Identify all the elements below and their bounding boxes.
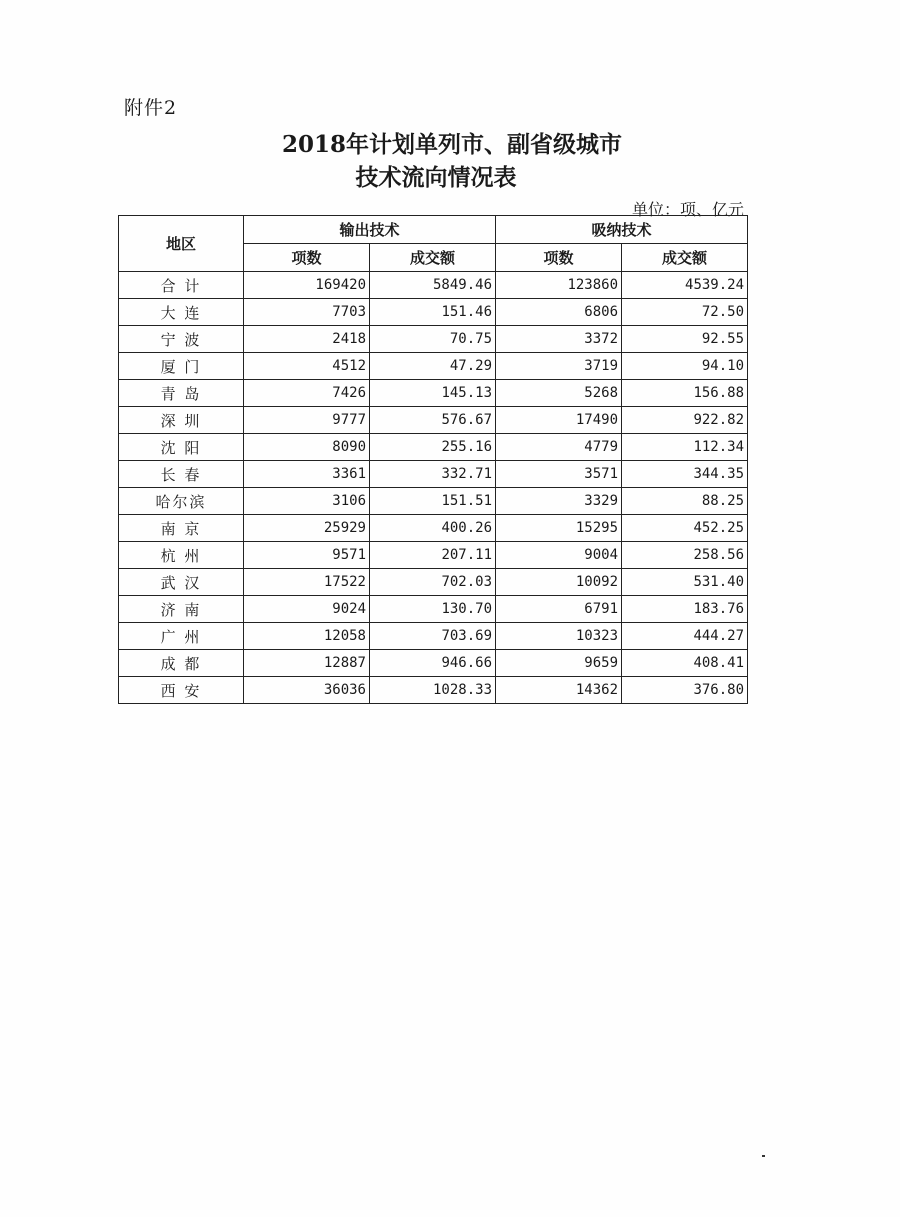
output-amount-cell: 255.16 — [370, 434, 496, 461]
absorbed-count-cell: 3372 — [496, 326, 622, 353]
absorbed-count-cell: 10092 — [496, 569, 622, 596]
scan-speck — [762, 1155, 765, 1157]
output-count-cell: 9571 — [244, 542, 370, 569]
output-count-cell: 25929 — [244, 515, 370, 542]
output-count-cell: 36036 — [244, 677, 370, 704]
attachment-label: 附件2 — [124, 97, 178, 119]
region-cell: 成 都 — [119, 650, 244, 677]
table-row — [119, 623, 748, 650]
header-absorbed-amount: 成交额 — [622, 244, 748, 272]
absorbed-count-cell: 14362 — [496, 677, 622, 704]
region-cell: 深 圳 — [119, 407, 244, 434]
table-row — [119, 515, 748, 542]
region-cell: 杭 州 — [119, 542, 244, 569]
region-cell: 厦 门 — [119, 353, 244, 380]
region-cell: 大 连 — [119, 299, 244, 326]
absorbed-amount-cell: 344.35 — [622, 461, 748, 488]
table-row — [119, 272, 748, 299]
absorbed-amount-cell: 531.40 — [622, 569, 748, 596]
header-region: 地区 — [119, 216, 244, 272]
region-cell: 宁 波 — [119, 326, 244, 353]
region-cell: 青 岛 — [119, 380, 244, 407]
absorbed-amount-cell: 376.80 — [622, 677, 748, 704]
output-amount-cell: 130.70 — [370, 596, 496, 623]
table-row — [119, 461, 748, 488]
output-count-cell: 17522 — [244, 569, 370, 596]
absorbed-amount-cell: 72.50 — [622, 299, 748, 326]
output-amount-cell: 702.03 — [370, 569, 496, 596]
table-row — [119, 596, 748, 623]
table-row — [119, 299, 748, 326]
table-row — [119, 407, 748, 434]
output-count-cell: 9024 — [244, 596, 370, 623]
region-cell: 济 南 — [119, 596, 244, 623]
absorbed-count-cell: 3719 — [496, 353, 622, 380]
table-row — [119, 488, 748, 515]
header-absorbed-count: 项数 — [496, 244, 622, 272]
absorbed-count-cell: 6791 — [496, 596, 622, 623]
unit-note: 单位：项、亿元 — [631, 200, 744, 219]
table-row — [119, 569, 748, 596]
absorbed-amount-cell: 452.25 — [622, 515, 748, 542]
output-amount-cell: 145.13 — [370, 380, 496, 407]
output-count-cell: 169420 — [244, 272, 370, 299]
table-body — [119, 272, 748, 704]
output-count-cell: 9777 — [244, 407, 370, 434]
output-amount-cell: 70.75 — [370, 326, 496, 353]
header-output-amount: 成交额 — [370, 244, 496, 272]
output-count-cell: 7703 — [244, 299, 370, 326]
region-cell: 西 安 — [119, 677, 244, 704]
output-amount-cell: 47.29 — [370, 353, 496, 380]
absorbed-count-cell: 4779 — [496, 434, 622, 461]
region-cell: 武 汉 — [119, 569, 244, 596]
output-count-cell: 12058 — [244, 623, 370, 650]
absorbed-amount-cell: 258.56 — [622, 542, 748, 569]
absorbed-count-cell: 9659 — [496, 650, 622, 677]
output-count-cell: 4512 — [244, 353, 370, 380]
output-amount-cell: 576.67 — [370, 407, 496, 434]
absorbed-amount-cell: 94.10 — [622, 353, 748, 380]
output-amount-cell: 703.69 — [370, 623, 496, 650]
absorbed-count-cell: 9004 — [496, 542, 622, 569]
absorbed-count-cell: 3571 — [496, 461, 622, 488]
output-amount-cell: 207.11 — [370, 542, 496, 569]
output-count-cell: 3106 — [244, 488, 370, 515]
output-count-cell: 3361 — [244, 461, 370, 488]
absorbed-amount-cell: 444.27 — [622, 623, 748, 650]
title-line-2: 技术流向情况表 — [355, 164, 517, 191]
table-header — [119, 216, 748, 272]
header-output-count: 项数 — [244, 244, 370, 272]
absorbed-amount-cell: 4539.24 — [622, 272, 748, 299]
region-cell: 长 春 — [119, 461, 244, 488]
output-amount-cell: 400.26 — [370, 515, 496, 542]
table-row — [119, 542, 748, 569]
tech-flow-table — [118, 215, 748, 704]
output-amount-cell: 946.66 — [370, 650, 496, 677]
absorbed-amount-cell: 183.76 — [622, 596, 748, 623]
output-amount-cell: 1028.33 — [370, 677, 496, 704]
absorbed-count-cell: 17490 — [496, 407, 622, 434]
output-count-cell: 8090 — [244, 434, 370, 461]
absorbed-count-cell: 5268 — [496, 380, 622, 407]
output-count-cell: 12887 — [244, 650, 370, 677]
table-row — [119, 650, 748, 677]
output-amount-cell: 332.71 — [370, 461, 496, 488]
region-cell: 沈 阳 — [119, 434, 244, 461]
output-count-cell: 7426 — [244, 380, 370, 407]
region-cell: 哈尔滨 — [119, 488, 244, 515]
output-count-cell: 2418 — [244, 326, 370, 353]
table-row — [119, 353, 748, 380]
table-row — [119, 677, 748, 704]
header-absorbed-technology: 吸纳技术 — [496, 216, 748, 244]
region-cell: 南 京 — [119, 515, 244, 542]
absorbed-amount-cell: 112.34 — [622, 434, 748, 461]
output-amount-cell: 151.46 — [370, 299, 496, 326]
absorbed-amount-cell: 92.55 — [622, 326, 748, 353]
absorbed-amount-cell: 88.25 — [622, 488, 748, 515]
header-output-technology: 输出技术 — [244, 216, 496, 244]
table-row — [119, 326, 748, 353]
region-cell: 广 州 — [119, 623, 244, 650]
absorbed-count-cell: 6806 — [496, 299, 622, 326]
absorbed-count-cell: 15295 — [496, 515, 622, 542]
absorbed-amount-cell: 156.88 — [622, 380, 748, 407]
region-cell: 合 计 — [119, 272, 244, 299]
title-line-1: 2018年计划单列市、副省级城市 — [281, 131, 622, 158]
absorbed-amount-cell: 922.82 — [622, 407, 748, 434]
output-amount-cell: 5849.46 — [370, 272, 496, 299]
absorbed-count-cell: 3329 — [496, 488, 622, 515]
absorbed-count-cell: 10323 — [496, 623, 622, 650]
table-row — [119, 380, 748, 407]
absorbed-count-cell: 123860 — [496, 272, 622, 299]
table-row — [119, 434, 748, 461]
output-amount-cell: 151.51 — [370, 488, 496, 515]
absorbed-amount-cell: 408.41 — [622, 650, 748, 677]
